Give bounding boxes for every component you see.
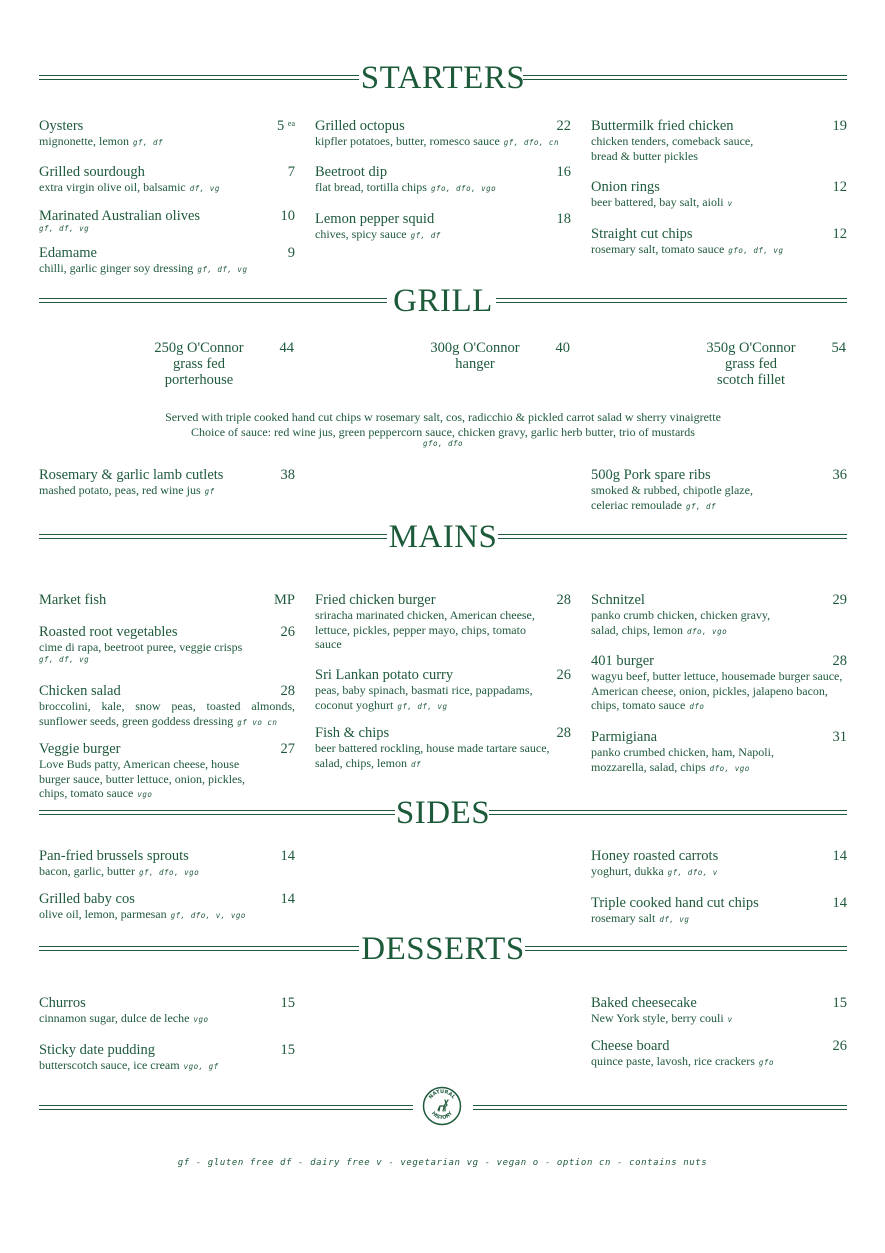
diet-tags: gf, df, vg	[397, 701, 448, 711]
menu-item	[315, 592, 571, 652]
served-line: Choice of sauce: red wine jus, green peppercorn sauce, chicken gravy, garlic herb butter, trio of mustards	[191, 424, 695, 439]
item-name: Veggie burger	[39, 741, 121, 757]
steak-item	[104, 340, 294, 388]
menu-item	[591, 1038, 847, 1071]
item-price: 29	[832, 592, 847, 608]
item-name: Churros	[39, 995, 86, 1011]
item-price: 26	[832, 1038, 847, 1054]
item-name: Marinated Australian olives	[39, 208, 201, 224]
item-price: 14	[832, 848, 847, 864]
item-name: Grilled octopus	[315, 118, 405, 134]
item-price: 14	[280, 891, 295, 907]
item-price: 10	[280, 208, 295, 224]
item-name: Onion rings	[591, 179, 660, 195]
item-price: 28	[280, 683, 295, 699]
item-desc	[39, 864, 295, 881]
desc-text: panko crumbed chicken, ham, Napoli, mozzarella, salad, chips	[591, 745, 774, 774]
item-price: 38	[280, 467, 295, 483]
diet-tags: df, vg	[189, 184, 220, 193]
diet-tags: vgo, gf	[183, 1062, 219, 1071]
item-name: 401 burger	[591, 653, 654, 669]
item-name: Beetroot dip	[315, 164, 388, 180]
steak-line: scotch fillet	[716, 372, 786, 388]
diet-tags: gf, dfo, v, vgo	[170, 911, 246, 920]
desc-text: chives, spicy sauce	[315, 227, 407, 241]
diet-tags: gf, dfo, cn	[503, 138, 559, 147]
menu-item	[591, 179, 847, 212]
item-desc	[591, 608, 791, 639]
menu-item	[39, 245, 295, 278]
item-price: 14	[280, 848, 295, 864]
item-name: Grilled baby cos	[39, 891, 135, 907]
section-title-mains: MAINS	[388, 519, 498, 555]
desc-text: mignonette, lemon	[39, 134, 129, 148]
steak-line: grass fed	[725, 356, 777, 372]
menu-item	[39, 1042, 295, 1075]
desc-text: rosemary salt	[591, 911, 656, 925]
desc-text: peas, baby spinach, basmati rice, pappadams, coconut yoghurt	[315, 683, 533, 712]
steak-item	[380, 340, 570, 372]
diet-tags: gf, dfo, vgo	[138, 868, 200, 877]
desc-text: quince paste, lavosh, rice crackers	[591, 1054, 755, 1068]
item-price: 26	[556, 667, 571, 683]
item-desc	[315, 180, 571, 197]
logo-top-text: NATURAL	[427, 1088, 457, 1101]
item-desc	[39, 134, 295, 151]
menu-item	[591, 118, 847, 163]
item-price: 18	[556, 211, 571, 227]
item-price: 26	[280, 624, 295, 640]
diet-tags: dfo, vgo	[709, 763, 750, 773]
menu-item	[39, 683, 295, 730]
item-name: Parmigiana	[591, 729, 658, 745]
desc-text: cime di rapa, beetroot puree, veggie crisps	[39, 640, 243, 654]
item-price: 28	[556, 592, 571, 608]
steak-line: 350g O'Connor	[706, 340, 796, 356]
item-price: 12	[832, 179, 847, 195]
desc-text: beer battered, bay salt, aioli	[591, 195, 724, 209]
sides-header	[39, 795, 847, 835]
menu-item	[39, 891, 295, 924]
item-desc	[591, 1054, 847, 1071]
item-name: Chicken salad	[39, 683, 121, 699]
desc-text: cinnamon sugar, dulce de leche	[39, 1011, 190, 1025]
item-price	[277, 118, 295, 134]
item-name: Edamame	[39, 245, 97, 261]
diet-tags: gf, df, vg	[39, 224, 90, 233]
menu-item	[315, 667, 571, 714]
item-desc	[39, 261, 295, 278]
item-name: Grilled sourdough	[39, 164, 145, 180]
diet-tags: gf, df, vg	[197, 265, 248, 274]
steak-line: 300g O'Connor	[430, 340, 520, 356]
diet-tags: gf, dfo, v	[667, 868, 718, 877]
desc-text: Love Buds patty, American cheese, house burger sauce, butter lettuce, onion, pickles, chips, tomato sauce	[39, 757, 246, 800]
desc-text: bacon, garlic, butter	[39, 864, 135, 878]
item-desc: chicken tenders, comeback sauce, bread & butter pickles	[591, 134, 754, 163]
starters-header	[39, 60, 847, 100]
section-title-sides: SIDES	[395, 795, 491, 831]
item-desc	[591, 483, 776, 514]
item-price: 44	[279, 340, 294, 356]
item-price: 14	[832, 895, 847, 911]
item-desc	[591, 669, 847, 715]
steak-line: 250g O'Connor	[154, 340, 244, 356]
desc-text: mashed potato, peas, red wine jus	[39, 483, 201, 497]
natural-history-logo	[422, 1086, 462, 1126]
diet-tags: gfo	[758, 1058, 774, 1067]
item-name: Roasted root vegetables	[39, 624, 178, 640]
desc-text: smoked & rubbed, chipotle glaze, celeriac remoulade	[591, 483, 753, 512]
item-price: 16	[556, 164, 571, 180]
item-name: Oysters	[39, 118, 84, 134]
menu-item	[591, 653, 847, 715]
item-price: 36	[832, 467, 847, 483]
item-price: 54	[831, 340, 846, 356]
item-name: Baked cheesecake	[591, 995, 697, 1011]
menu-item	[591, 592, 847, 639]
item-name: Rosemary & garlic lamb cutlets	[39, 467, 224, 483]
diet-tags: vgo	[193, 1015, 209, 1024]
menu-item	[315, 725, 571, 772]
price-value: 5	[277, 118, 285, 134]
item-price: 15	[280, 995, 295, 1011]
item-name: Triple cooked hand cut chips	[591, 895, 759, 911]
desc-text: chilli, garlic ginger soy dressing	[39, 261, 194, 275]
diet-tags: v	[727, 1015, 733, 1024]
item-price: 40	[555, 340, 570, 356]
item-price: 31	[832, 729, 847, 745]
item-price: MP	[274, 592, 295, 608]
served-line: Served with triple cooked hand cut chips w rosemary salt, cos, radicchio & pickled carrot salad w sherry vinaigrette	[165, 410, 721, 424]
desc-text: yoghurt, dukka	[591, 864, 664, 878]
dietary-legend: gf - gluten free df - dairy free v - vegetarian vg - vegan o - option cn - contains nuts	[177, 1158, 708, 1168]
diet-tags: gf vo cn	[237, 717, 278, 727]
steak-line: porterhouse	[164, 372, 234, 388]
diet-tags: gf	[204, 487, 215, 496]
desc-text: rosemary salt, tomato sauce	[591, 242, 725, 256]
item-price: 28	[832, 653, 847, 669]
item-desc	[315, 683, 565, 714]
steak-line: hanger	[455, 356, 495, 372]
menu-item	[315, 164, 571, 197]
item-name: Fried chicken burger	[315, 592, 436, 608]
item-name: Cheese board	[591, 1038, 670, 1054]
item-price: 27	[280, 741, 295, 757]
item-price: 28	[556, 725, 571, 741]
item-name: Sticky date pudding	[39, 1042, 155, 1058]
menu-item	[315, 118, 571, 151]
menu-item	[39, 848, 295, 881]
section-title-desserts: DESSERTS	[361, 931, 525, 967]
menu-item	[39, 592, 295, 608]
item-desc	[39, 640, 295, 665]
menu-item	[39, 995, 295, 1028]
diet-tags: df	[410, 759, 422, 769]
item-price: 9	[287, 245, 295, 261]
menu-item	[39, 118, 295, 151]
item-name: Market fish	[39, 592, 107, 608]
item-name: 500g Pork spare ribs	[591, 467, 711, 483]
item-name: Fish & chips	[315, 725, 390, 741]
diet-tags: gfo, df, vg	[728, 246, 784, 255]
desc-text: New York style, berry couli	[591, 1011, 724, 1025]
item-desc	[315, 134, 571, 151]
diet-tags: gf, df	[132, 138, 164, 147]
item-desc	[591, 1011, 847, 1028]
desc-text: wagyu beef, butter lettuce, housemade burger sauce, American cheese, onion, pickles, jalapeno bacon, chips, tomato sauce	[591, 669, 843, 712]
diet-tags: vgo	[137, 790, 153, 799]
item-price: 12	[832, 226, 847, 242]
menu-item	[315, 211, 571, 244]
item-desc: sriracha marinated chicken, American cheese, lettuce, pickles, pepper mayo, chips, tomato sauce	[315, 608, 535, 651]
item-desc	[315, 227, 571, 244]
menu-item	[39, 164, 295, 197]
item-desc	[39, 224, 295, 234]
menu-item	[591, 226, 847, 259]
desc-text: extra virgin olive oil, balsamic	[39, 180, 186, 194]
item-desc	[591, 195, 847, 212]
menu-item	[39, 741, 295, 803]
menu-item	[591, 895, 847, 928]
item-name: Lemon pepper squid	[315, 211, 435, 227]
item-desc	[39, 1058, 295, 1075]
item-price: 22	[556, 118, 571, 134]
item-desc	[39, 1011, 295, 1028]
section-title-grill: GRILL	[393, 283, 493, 319]
diet-tags: gfo, dfo, vgo	[430, 184, 497, 193]
mains-header	[39, 519, 847, 559]
diet-tags: v	[727, 199, 733, 208]
item-price: 15	[832, 995, 847, 1011]
item-name: Sri Lankan potato curry	[315, 667, 454, 683]
item-desc	[591, 242, 847, 259]
section-title-starters: STARTERS	[360, 60, 526, 96]
diet-tags: gf, df	[685, 501, 717, 511]
diet-tags: gf, df	[410, 231, 441, 240]
desc-text: flat bread, tortilla chips	[315, 180, 427, 194]
diet-tags: df, vg	[659, 915, 690, 924]
menu-item	[591, 995, 847, 1028]
item-desc	[591, 745, 796, 776]
footer-rule-right	[473, 1105, 847, 1110]
desserts-header	[39, 931, 847, 971]
deer-emblem-icon	[422, 1086, 462, 1126]
menu-item	[591, 467, 847, 514]
item-price: 7	[287, 164, 295, 180]
grill-served-with	[39, 410, 847, 449]
desc-text: panko crumb chicken, chicken gravy, salad, chips, lemon	[591, 608, 771, 637]
item-desc	[39, 699, 295, 730]
desc-text: butterscotch sauce, ice cream	[39, 1058, 180, 1072]
menu-item	[39, 624, 295, 665]
item-price: 15	[280, 1042, 295, 1058]
item-name: Honey roasted carrots	[591, 848, 719, 864]
diet-tags: dfo	[689, 702, 705, 711]
desc-text: kipfler potatoes, butter, romesco sauce	[315, 134, 500, 148]
item-desc	[591, 911, 847, 928]
item-name: Buttermilk fried chicken	[591, 118, 734, 134]
menu-item	[591, 848, 847, 881]
item-name: Straight cut chips	[591, 226, 693, 242]
item-price: 19	[832, 118, 847, 134]
diet-tags: dfo, vgo	[686, 626, 728, 636]
menu-item	[39, 467, 295, 500]
logo-bottom-text: HISTORY	[430, 1110, 454, 1122]
item-desc	[39, 180, 295, 197]
item-name: Schnitzel	[591, 592, 645, 608]
item-desc	[591, 864, 847, 881]
item-desc	[39, 483, 295, 500]
steak-item	[656, 340, 846, 388]
footer-rule-left	[39, 1105, 413, 1110]
menu-item	[591, 729, 847, 776]
diet-tags: gf, df, vg	[39, 654, 90, 664]
item-desc	[39, 907, 295, 924]
item-desc	[315, 741, 571, 772]
grill-header	[39, 283, 847, 323]
steak-line: grass fed	[173, 356, 225, 372]
price-unit: ea	[287, 119, 295, 128]
desc-text: broccolini, kale, snow peas, toasted almonds, sunflower seeds, green goddess dressing	[39, 699, 295, 728]
desc-text: olive oil, lemon, parmesan	[39, 907, 167, 921]
desc-text: beer battered rockling, house made tartare sauce, salad, chips, lemon	[315, 741, 550, 770]
diet-tags: gfo, dfo	[422, 439, 464, 448]
menu-item	[39, 208, 295, 234]
item-name: Pan-fried brussels sprouts	[39, 848, 189, 864]
